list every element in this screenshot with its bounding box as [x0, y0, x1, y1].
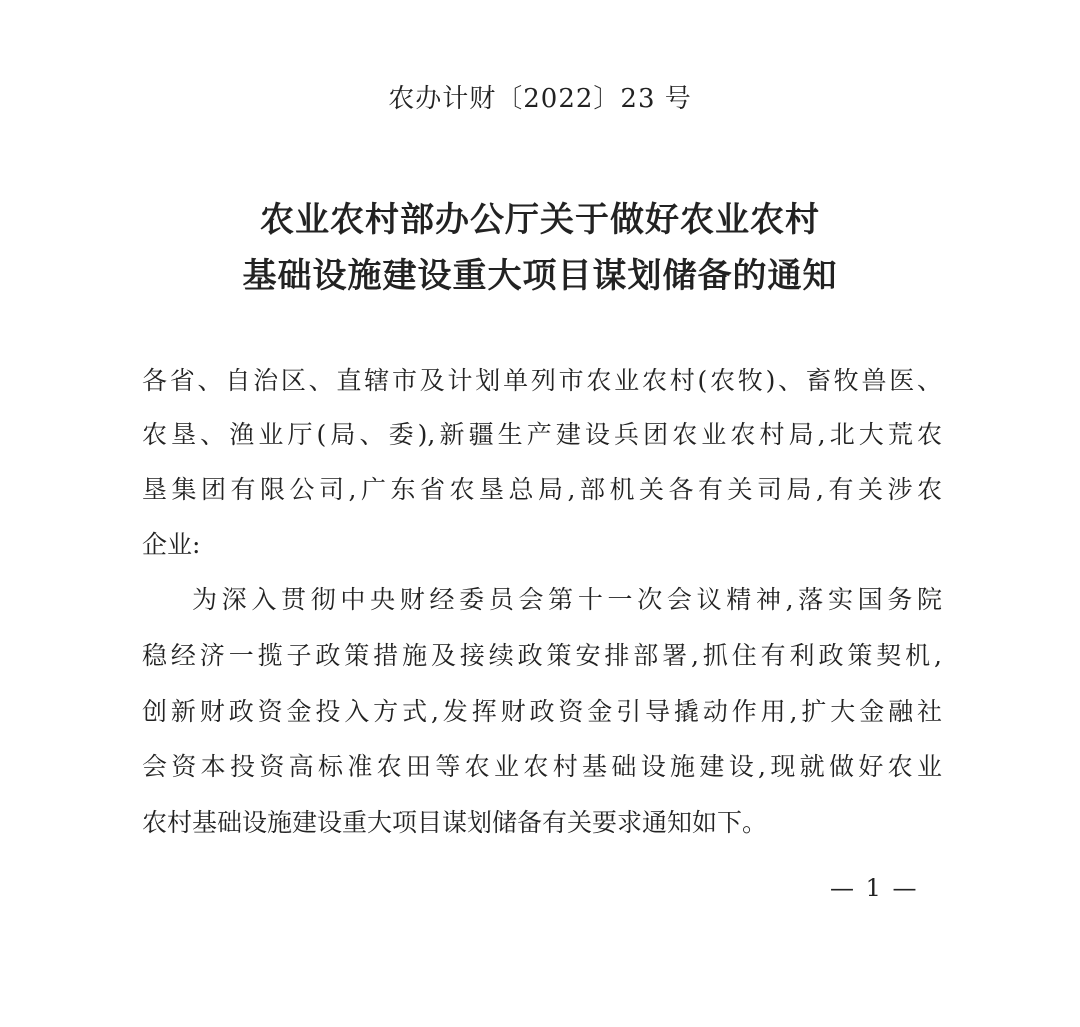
paragraph-line-4: 会资本投资高标准农田等农业农村基础设施建设,现就做好农业 [142, 752, 942, 781]
paragraph-line-1: 为深入贯彻中央财经委员会第十一次会议精神,落实国务院 [192, 585, 942, 614]
paragraph-line-2: 稳经济一揽子政策措施及接续政策安排部署,抓住有利政策契机, [142, 641, 942, 670]
addressee-line-4: 企业: [142, 530, 201, 559]
title-line-1: 农业农村部办公厅关于做好农业农村 [260, 200, 820, 240]
paragraph-line-3: 创新财政资金投入方式,发挥财政资金引导撬动作用,扩大金融社 [142, 697, 942, 726]
addressee-line-2: 农垦、渔业厅(局、委),新疆生产建设兵团农业农村局,北大荒农 [142, 420, 942, 449]
document-number: 农办计财〔2022〕23 号 [388, 84, 692, 114]
addressee-line-1: 各省、自治区、直辖市及计划单列市农业农村(农牧)、畜牧兽医、 [142, 366, 942, 395]
document-title [0, 192, 1080, 304]
addressee-line-3: 垦集团有限公司,广东省农垦总局,部机关各有关司局,有关涉农 [142, 475, 942, 504]
title-line-2: 基础设施建设重大项目谋划储备的通知 [242, 256, 838, 296]
paragraph-line-5: 农村基础设施建设重大项目谋划储备有关要求通知如下。 [142, 808, 768, 837]
page-number: — 1 — [830, 874, 919, 902]
